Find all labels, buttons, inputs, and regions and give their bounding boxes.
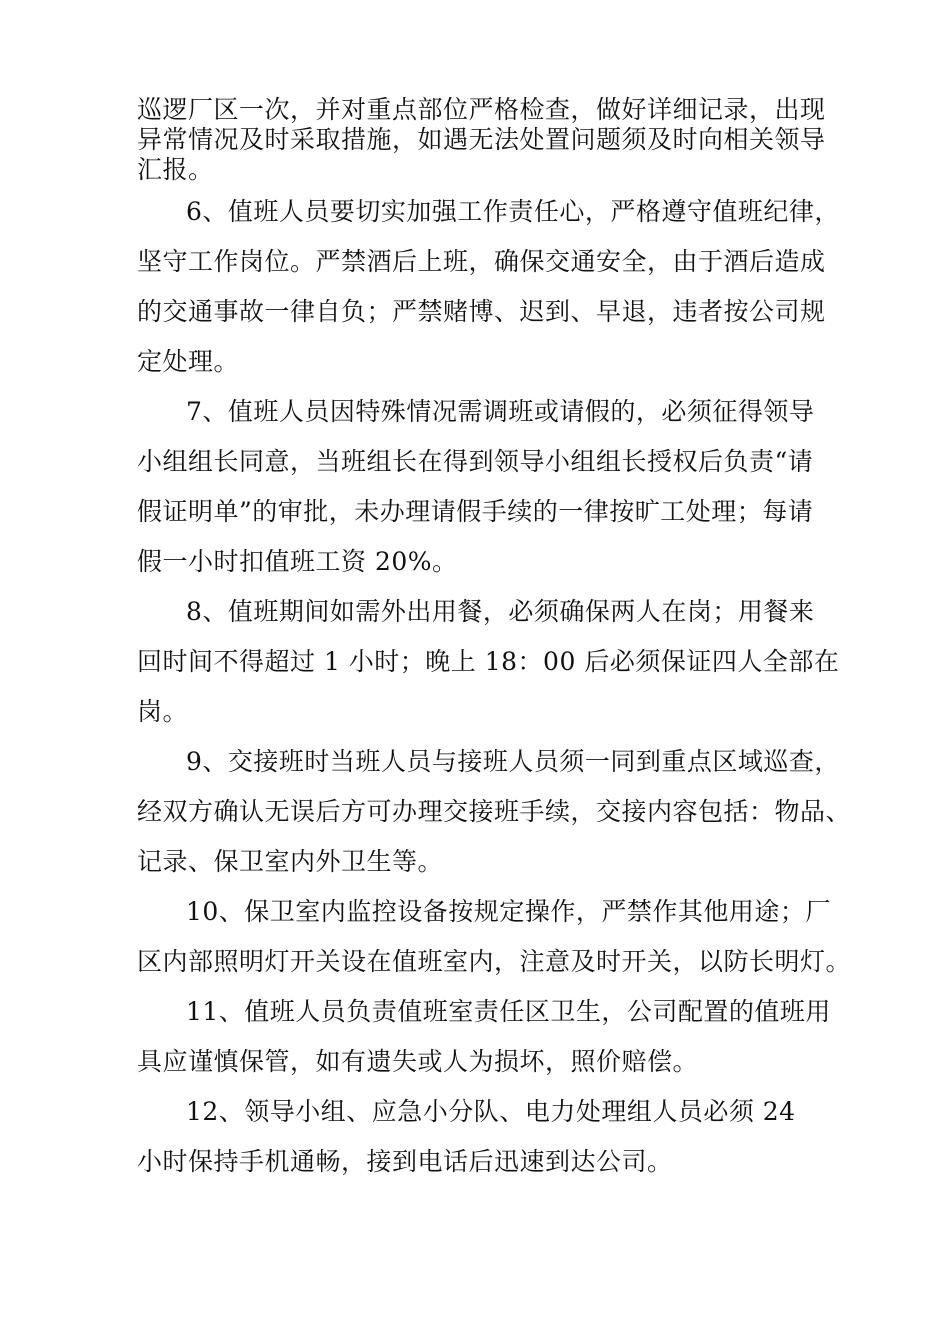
paragraph-8-first-line: 8、值班期间如需外出用餐，必须确保两人在岗；用餐来	[186, 597, 815, 626]
paragraph-12-first-line: 12、领导小组、应急小分队、电力处理组人员必须 24	[186, 1097, 796, 1126]
text-line: 小组组长同意，当班组长在得到领导小组组长授权后负责“请	[137, 447, 814, 476]
paragraph-11-first-line: 11、值班人员负责值班室责任区卫生，公司配置的值班用	[186, 997, 831, 1026]
text-line: 假证明单”的审批，未办理请假手续的一律按旷工处理；每请	[137, 497, 814, 526]
text-line: 坚守工作岗位。严禁酒后上班，确保交通安全，由于酒后造成	[137, 247, 826, 276]
text-line: 区内部照明灯开关设在值班室内，注意及时开关，以防长明灯。	[137, 947, 852, 976]
text-line: 记录、保卫室内外卫生等。	[137, 847, 444, 876]
paragraph-7-first-line: 7、值班人员因特殊情况需调班或请假的，必须征得领导	[186, 397, 815, 426]
paragraph-10-first-line: 10、保卫室内监控设备按规定操作，严禁作其他用途；厂	[186, 897, 831, 926]
text-line: 回时间不得超过 1 小时；晚上 18：00 后必须保证四人全部在	[137, 647, 840, 676]
text-line: 巡逻厂区一次，并对重点部位严格检查，做好详细记录，出现	[137, 95, 826, 124]
paragraph-6-first-line: 6、值班人员要切实加强工作责任心，严格遵守值班纪律，	[186, 197, 840, 226]
text-line: 定处理。	[137, 347, 240, 376]
text-line: 岗。	[137, 697, 189, 726]
text-line: 具应谨慎保管，如有遗失或人为损坏，照价赔偿。	[137, 1047, 699, 1076]
text-line: 假一小时扣值班工资 20%。	[137, 547, 458, 576]
text-line: 的交通事故一律自负；严禁赌博、迟到、早退，违者按公司规	[137, 297, 826, 326]
paragraph-9-first-line: 9、交接班时当班人员与接班人员须一同到重点区域巡查，	[186, 747, 840, 776]
text-line: 汇报。	[137, 155, 214, 184]
text-line: 经双方确认无误后方可办理交接班手续，交接内容包括：物品、	[137, 797, 852, 826]
text-line: 小时保持手机通畅，接到电话后迅速到达公司。	[137, 1147, 673, 1176]
text-line: 异常情况及时采取措施，如遇无法处置问题须及时向相关领导	[137, 125, 826, 154]
